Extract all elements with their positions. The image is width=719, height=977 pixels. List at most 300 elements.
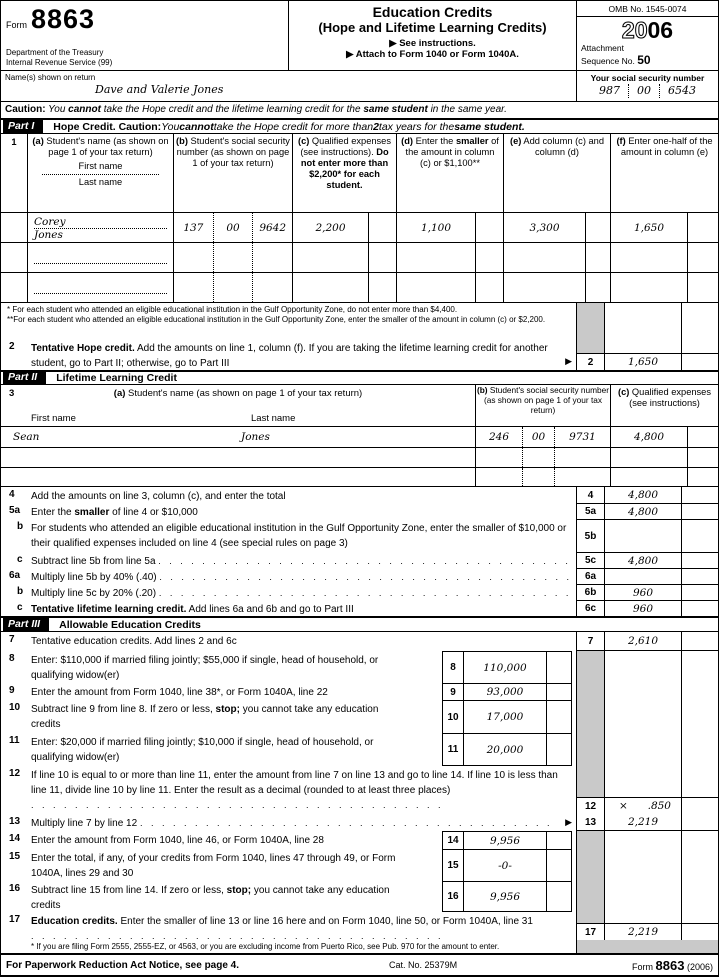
line-15-amount[interactable]: -0- bbox=[464, 849, 546, 881]
col-a-text: Student's name (as shown on page 1 of your tax return) bbox=[43, 136, 169, 157]
cents-cell[interactable] bbox=[546, 651, 572, 683]
col-e-text: Add column (c) and column (d) bbox=[521, 136, 605, 157]
first-name-label: First name bbox=[31, 413, 76, 424]
sum-cd-cell[interactable] bbox=[503, 243, 585, 272]
empty-amount bbox=[605, 766, 681, 797]
shaded-cell bbox=[605, 940, 681, 953]
caution-bold: cannot bbox=[68, 104, 101, 115]
line-12-text bbox=[31, 766, 576, 814]
qualified-expenses-cell[interactable] bbox=[292, 273, 368, 302]
tax-year bbox=[577, 17, 718, 42]
dot-leader: . . . . . . . . . . . . . . . . . . . . . . . . . . . . . . . . . . . . . . bbox=[158, 556, 571, 566]
col-c-text: Qualified expenses (see instructions). bbox=[300, 136, 392, 157]
omb-number: OMB No. 1545-0074 bbox=[577, 1, 718, 17]
line-14-inner-box bbox=[442, 831, 572, 849]
line-13-box: 13 bbox=[576, 814, 605, 831]
line-6b-row bbox=[1, 584, 718, 600]
empty-amount bbox=[605, 339, 681, 353]
cents-cell[interactable] bbox=[681, 632, 718, 651]
form-number: 8863 bbox=[31, 4, 96, 34]
catalog-number: Cat. No. 25379M bbox=[389, 960, 458, 970]
ssn-part1[interactable]: 987 bbox=[599, 84, 620, 97]
p2-col-b-header bbox=[475, 385, 610, 426]
right-column bbox=[576, 849, 718, 881]
ssn-part2[interactable]: 00 bbox=[522, 427, 554, 447]
qualified-expenses-cell[interactable] bbox=[292, 243, 368, 272]
part2-badge: Part II bbox=[3, 371, 46, 385]
cents-cell[interactable] bbox=[585, 243, 610, 272]
line-4-box: 4 bbox=[576, 487, 605, 503]
p2-ssn-cell[interactable] bbox=[475, 427, 610, 447]
line-9-text bbox=[31, 683, 442, 700]
line-5c-label: Subtract line 5b from line 5a bbox=[31, 556, 156, 567]
right-column bbox=[576, 831, 718, 849]
attachment-seq bbox=[577, 42, 718, 68]
right-column bbox=[576, 503, 718, 519]
cents-cell[interactable] bbox=[368, 243, 396, 272]
line-15-inner-box bbox=[442, 849, 572, 881]
line-4-text bbox=[31, 487, 576, 503]
caution-text: You bbox=[45, 104, 69, 115]
line-6c-row bbox=[1, 600, 718, 616]
ssn-part3[interactable]: 9642 bbox=[252, 213, 292, 242]
line-5a-label: of line 4 or $10,000 bbox=[109, 507, 198, 518]
caution-text: take the Hope credit and the lifetime learning credit for the bbox=[100, 104, 364, 115]
line-10-amount[interactable]: 17,000 bbox=[464, 700, 546, 733]
line-6b-amount[interactable]: 960 bbox=[605, 584, 681, 600]
line-16-row bbox=[1, 881, 718, 912]
one-half-cell[interactable]: 1,650 bbox=[610, 213, 687, 242]
paperwork-notice: For Paperwork Reduction Act Notice, see page 4. bbox=[6, 959, 240, 971]
line-17-amount[interactable]: 2,219 bbox=[605, 923, 681, 940]
line-6a-text bbox=[31, 568, 576, 584]
p2-expenses-cell[interactable] bbox=[610, 448, 687, 467]
line-5c-row bbox=[1, 552, 718, 568]
ssn-part1[interactable]: 137 bbox=[183, 221, 204, 234]
dot-leader: . . . . . . . . . . . . . . . . . . . . . . . . . . . . . . . . . . . . . . bbox=[159, 572, 572, 582]
part1-table-header bbox=[1, 134, 718, 212]
col-d-tag: (d) bbox=[401, 136, 414, 146]
line-10-number: 10 bbox=[9, 702, 21, 713]
line-5a-label: Enter the bbox=[31, 507, 75, 518]
cents-cell[interactable] bbox=[681, 487, 718, 503]
cents-cell[interactable] bbox=[546, 700, 572, 733]
shaded-spacer bbox=[576, 912, 718, 923]
cents-cell[interactable] bbox=[681, 797, 718, 814]
cents-cell[interactable] bbox=[681, 353, 718, 370]
col-f-tag: (f) bbox=[616, 136, 626, 146]
line-16-text bbox=[31, 881, 442, 912]
cents-cell[interactable] bbox=[681, 503, 718, 519]
line-7-text bbox=[31, 632, 576, 651]
line-14-label: Enter the amount from Form 1040, line 46, or Form 1040A, line 28 bbox=[31, 835, 324, 846]
col-b-header bbox=[173, 134, 292, 212]
footnotes bbox=[1, 303, 576, 339]
line-10-inner-box bbox=[442, 700, 572, 733]
line-5a-number: 5a bbox=[9, 505, 21, 516]
cents-cell bbox=[681, 849, 718, 881]
cents-cell[interactable] bbox=[368, 273, 396, 302]
right-column bbox=[576, 339, 718, 370]
part3-header-bar bbox=[1, 616, 718, 632]
part1-caution-bold: 2 bbox=[373, 120, 379, 133]
line-12-box: 12 bbox=[576, 797, 605, 814]
cents-cell[interactable] bbox=[681, 814, 718, 831]
cents-cell[interactable] bbox=[681, 519, 718, 552]
p2-name-cell[interactable] bbox=[1, 427, 475, 447]
line-16-amount[interactable]: 9,956 bbox=[464, 881, 546, 912]
p2-ssn-cell[interactable] bbox=[475, 468, 610, 486]
name-block bbox=[1, 71, 576, 101]
row-spacer bbox=[1, 243, 27, 272]
cents-cell[interactable] bbox=[687, 243, 718, 272]
ssn-part3[interactable]: 9731 bbox=[554, 427, 610, 447]
dept-line1: Department of the Treasury bbox=[6, 48, 104, 57]
cents-cell bbox=[681, 766, 718, 797]
part1-caution-bold: same student. bbox=[454, 120, 525, 133]
line-6c-amount[interactable]: 960 bbox=[605, 600, 681, 616]
shaded-cell bbox=[576, 766, 605, 797]
ssn-part3[interactable]: 6543 bbox=[668, 84, 696, 97]
empty-amount bbox=[605, 849, 681, 881]
line-8-inner-box bbox=[442, 651, 572, 683]
part2-header-bar bbox=[1, 370, 718, 385]
line-2-amount[interactable]: 1,650 bbox=[605, 353, 681, 370]
line-5b-row bbox=[1, 519, 718, 552]
cents-cell[interactable] bbox=[687, 213, 718, 242]
line-2-box-row bbox=[576, 353, 718, 370]
line-16-number: 16 bbox=[9, 883, 21, 894]
line-8-number: 8 bbox=[9, 653, 15, 664]
row-spacer bbox=[1, 213, 27, 242]
line-13-label: Multiply line 7 by line 12 bbox=[31, 818, 138, 829]
footnote-2: **For each student who attended an eligible educational institution in the Gulf Opportunity Zone, enter the smaller of the amount in column (c) or $2,200. bbox=[7, 315, 546, 325]
line-7-row bbox=[1, 632, 718, 651]
col-d-text: Enter the bbox=[413, 136, 456, 146]
line-17-box: 17 bbox=[576, 923, 605, 940]
line-11-amount[interactable]: 20,000 bbox=[464, 733, 546, 766]
year-outline: 20 bbox=[621, 17, 648, 43]
line-6c-number: c bbox=[17, 602, 23, 613]
name-label: Name(s) shown on return bbox=[5, 73, 96, 82]
line-6c-label: Add lines 6a and 6b and go to Part III bbox=[186, 604, 354, 615]
cents-cell[interactable] bbox=[475, 273, 503, 302]
line-11-row bbox=[1, 733, 718, 766]
shaded-cell bbox=[576, 912, 605, 923]
line-6c-box: 6c bbox=[576, 600, 605, 616]
line-10-text bbox=[31, 700, 442, 733]
p2-first-name[interactable]: Sean bbox=[13, 431, 40, 443]
dot-leader: . . . . . . . . . . . . . . . . . . . . . . . . . . . . . . . . . . . . . . bbox=[158, 588, 572, 598]
p2-name-cell[interactable] bbox=[1, 448, 475, 467]
line-13-amount[interactable]: 2,219 bbox=[605, 814, 681, 831]
col-c-tag: (c) bbox=[617, 387, 630, 397]
form-word: Form bbox=[6, 20, 27, 30]
p2-name-cell[interactable] bbox=[1, 468, 475, 486]
part1-empty-row bbox=[1, 242, 718, 272]
student-name-cell[interactable] bbox=[27, 213, 173, 242]
part1-caution-text: You bbox=[161, 120, 180, 133]
decimal-value[interactable]: .850 bbox=[647, 800, 671, 812]
line-14-text bbox=[31, 831, 442, 849]
line-10-label: Subtract line 9 from line 8. If zero or less, bbox=[31, 704, 216, 715]
student-first-name[interactable]: Corey bbox=[34, 217, 167, 229]
shaded-spacer bbox=[576, 339, 718, 353]
ssn-part1[interactable]: 246 bbox=[488, 431, 510, 443]
right-column bbox=[576, 814, 718, 831]
right-column bbox=[576, 303, 718, 339]
line-2-bold: Tentative Hope credit. bbox=[31, 343, 135, 354]
line-5a-box: 5a bbox=[576, 503, 605, 519]
multiply-sign: × bbox=[619, 800, 628, 812]
line-17-label: Enter the smaller of line 13 or line 16 here and on Form 1040, line 50, or Form 1040A, line 31 bbox=[117, 916, 533, 927]
form-title: Education Credits bbox=[372, 4, 493, 20]
smaller-amount-cell[interactable] bbox=[396, 243, 475, 272]
form-id-block bbox=[1, 1, 289, 70]
line-6b-label: Multiply line 5c by 20% (.20) bbox=[31, 588, 157, 599]
line-10-bold: stop; bbox=[215, 704, 240, 715]
col-e-tag: (e) bbox=[509, 136, 522, 146]
line-2-box: 2 bbox=[576, 353, 605, 370]
cents-cell[interactable] bbox=[546, 683, 572, 700]
line-15-row bbox=[1, 849, 718, 881]
cents-cell[interactable] bbox=[687, 468, 718, 486]
agency-lines bbox=[6, 48, 283, 68]
col-c-text: Qualified expenses (see instructions) bbox=[629, 387, 712, 409]
empty-amount bbox=[605, 651, 681, 683]
line-2-label: Add the amounts on line 1, column (f). If you are taking the lifetime learning credit for another student, go to Part II; otherwise, go to Part III bbox=[31, 343, 548, 369]
line-5b-box: 5b bbox=[576, 519, 605, 552]
attachment-label: Attachment bbox=[581, 43, 624, 53]
p2-last-name[interactable]: Jones bbox=[241, 431, 270, 443]
line-6a-number: 6a bbox=[9, 570, 21, 581]
line-13-number: 13 bbox=[9, 816, 21, 827]
year-bold: 06 bbox=[647, 17, 674, 43]
p2-expenses-cell[interactable]: 4,800 bbox=[610, 427, 687, 447]
shaded-cell bbox=[576, 683, 605, 700]
attach-instruction: ▶ Attach to Form 1040 or Form 1040A. bbox=[346, 49, 519, 60]
cents-cell bbox=[681, 683, 718, 700]
ssn-part2[interactable]: 00 bbox=[637, 84, 651, 97]
line-15-box: 15 bbox=[442, 849, 464, 881]
part1-footnotes-row bbox=[1, 303, 718, 339]
part3-footnote: * If you are filing Form 2555, 2555-EZ, or 4563, or you are excluding income from Puerto Rico, see Pub. 970 for the amount to enter. bbox=[31, 942, 500, 951]
line1-number: 1 bbox=[11, 137, 17, 147]
line-8-box: 8 bbox=[442, 651, 464, 683]
sequence-number: 50 bbox=[637, 53, 651, 68]
name-ssn-row bbox=[1, 71, 718, 102]
cents-cell[interactable] bbox=[585, 213, 610, 242]
line-11-label: Enter: $20,000 if married filing jointly; $10,000 if single, head of household, or qualifying widow(er) bbox=[31, 737, 374, 763]
dot-leader: . . . . . . . . . . . . . . . . . . . . . . . . . . . . . . . . . . . . . . bbox=[139, 818, 553, 828]
cents-cell[interactable] bbox=[681, 923, 718, 940]
ssn-block bbox=[576, 71, 718, 101]
cents-cell[interactable] bbox=[546, 881, 572, 912]
ssn-label: Your social security number bbox=[590, 73, 705, 83]
cents-cell[interactable] bbox=[687, 427, 718, 447]
line-4-amount[interactable]: 4,800 bbox=[627, 489, 659, 501]
line-13-text bbox=[31, 814, 576, 831]
line-15-label: Enter the total, if any, of your credits from Form 1040, lines 47 through 49, or Form 1040A, lines 29 and 30 bbox=[31, 853, 396, 879]
line-6a-label: Multiply line 5b by 40% (.40) bbox=[31, 572, 157, 583]
part1-caution-text: take the Hope credit for more than bbox=[213, 120, 374, 133]
line-11-number: 11 bbox=[9, 735, 20, 746]
cents-cell[interactable] bbox=[546, 831, 572, 849]
col-f-header bbox=[610, 134, 718, 212]
line-16-inner-box bbox=[442, 881, 572, 912]
line-5a-text bbox=[31, 503, 576, 519]
cents-cell[interactable] bbox=[585, 273, 610, 302]
ssn-field[interactable] bbox=[577, 84, 718, 98]
right-column bbox=[576, 600, 718, 616]
line-7-box: 7 bbox=[576, 632, 605, 651]
student-ssn-cell[interactable] bbox=[173, 273, 292, 302]
line-15-number: 15 bbox=[9, 851, 21, 862]
line-9-amount[interactable]: 93,000 bbox=[464, 683, 546, 700]
line-6c-text bbox=[31, 600, 576, 616]
sequence-label: Sequence No. bbox=[581, 56, 638, 67]
dot-leader: . . . . . . . . . . . . . . . . . . . . . . . . . . . . . . . . . . . . . . bbox=[31, 931, 444, 940]
line-8-text bbox=[31, 651, 442, 683]
cents-cell[interactable] bbox=[681, 568, 718, 584]
footnote-1: * For each student who attended an eligible educational institution in the Gulf Opportunity Zone, do not enter more than $4,400. bbox=[7, 305, 458, 314]
cents-cell[interactable] bbox=[681, 600, 718, 616]
line-14-row bbox=[1, 831, 718, 849]
student-ssn-cell[interactable] bbox=[173, 213, 292, 242]
line-5a-bold: smaller bbox=[74, 507, 110, 518]
taxpayer-name-field[interactable]: Dave and Valerie Jones bbox=[95, 83, 224, 96]
line-9-label: Enter the amount from Form 1040, line 38*, or Form 1040A, line 22 bbox=[31, 687, 328, 698]
cents-cell[interactable] bbox=[687, 273, 718, 302]
student-name-cell[interactable] bbox=[27, 243, 173, 272]
cents-cell[interactable] bbox=[546, 733, 572, 766]
line-5a-amount[interactable]: 4,800 bbox=[605, 503, 681, 519]
col-b-tag: (b) bbox=[176, 136, 188, 146]
cents-cell[interactable] bbox=[475, 213, 503, 242]
qualified-expenses-cell[interactable]: 2,200 bbox=[292, 213, 368, 242]
cents-cell[interactable] bbox=[475, 243, 503, 272]
row-spacer bbox=[1, 273, 27, 302]
empty-amount bbox=[605, 831, 681, 849]
part2-table-header bbox=[1, 385, 718, 427]
col-b-tag: (b) bbox=[476, 385, 488, 395]
see-instructions: ▶ See instructions. bbox=[389, 38, 476, 49]
col-b-text: Student's social security number (as shown on page 1 of your tax return) bbox=[176, 136, 290, 168]
part2-empty-row bbox=[1, 447, 718, 467]
cents-cell[interactable] bbox=[687, 448, 718, 467]
line-15-text bbox=[31, 849, 442, 881]
line-7-amount[interactable]: 2,610 bbox=[605, 632, 681, 651]
line-5b-amount[interactable] bbox=[605, 519, 681, 552]
right-column bbox=[576, 912, 718, 940]
line-6a-row bbox=[1, 568, 718, 584]
line-12-label: If line 10 is equal to or more than line 11, enter the amount from line 7 on line 13 and go to line 14. If line 10 is less than line 11, divide line 10 by line 11. Enter the result as a decimal (rounded to at least three places) bbox=[31, 770, 558, 796]
line-13-row bbox=[1, 814, 718, 831]
line-11-text bbox=[31, 733, 442, 766]
sum-cd-cell[interactable] bbox=[503, 273, 585, 302]
sum-cd-cell[interactable]: 3,300 bbox=[503, 213, 585, 242]
dotted-line bbox=[42, 174, 159, 175]
line-8-label: Enter: $110,000 if married filing jointly; $55,000 if single, head of household, or qualifying widow(er) bbox=[31, 655, 379, 681]
p2-expenses-cell[interactable] bbox=[610, 468, 687, 486]
first-name-label: First name bbox=[78, 160, 123, 171]
col-d-text: of the amount in column (c) or $1,100** bbox=[405, 136, 499, 168]
col-a-text: Student's name (as shown on page 1 of your tax return) bbox=[125, 388, 363, 399]
cents-cell[interactable] bbox=[681, 552, 718, 568]
smaller-amount-cell[interactable]: 1,100 bbox=[396, 213, 475, 242]
empty-amount bbox=[605, 733, 681, 766]
line-4-row bbox=[1, 487, 718, 503]
footer-year: (2006) bbox=[686, 961, 713, 972]
right-column bbox=[576, 632, 718, 651]
shaded-cell bbox=[576, 651, 605, 683]
line-6a-amount[interactable] bbox=[605, 568, 681, 584]
col-a-tag: (a) bbox=[113, 388, 126, 399]
cents-cell bbox=[681, 881, 718, 912]
student-last-name[interactable]: Jones bbox=[34, 229, 63, 241]
shaded-cell bbox=[576, 881, 605, 912]
one-half-cell[interactable] bbox=[610, 273, 687, 302]
line-2-number: 2 bbox=[9, 341, 15, 352]
line-5b-label: For students who attended an eligible educational institution in the Gulf Opportunity Zone, enter the smaller of $10,000 or their qualified expenses included on line 4 (see special rules on page 3) bbox=[31, 523, 567, 549]
col-c-header bbox=[292, 134, 396, 212]
line-9-number: 9 bbox=[9, 685, 15, 696]
right-column bbox=[576, 940, 718, 953]
line-14-number: 14 bbox=[9, 833, 21, 844]
cents-cell[interactable] bbox=[681, 584, 718, 600]
student-name-cell[interactable] bbox=[27, 273, 173, 302]
col-a-header bbox=[27, 134, 173, 212]
dotted-line bbox=[34, 263, 167, 264]
part1-title: Hope Credit. Caution: bbox=[53, 120, 162, 133]
line-12-amount[interactable] bbox=[605, 797, 681, 814]
line-5b-number: b bbox=[17, 521, 24, 532]
student-ssn-cell[interactable] bbox=[173, 243, 292, 272]
omb-year-block bbox=[576, 1, 718, 70]
line-3-number: 3 bbox=[9, 388, 15, 399]
line-4-number: 4 bbox=[9, 489, 15, 500]
right-column bbox=[576, 519, 718, 552]
line-5c-amount[interactable]: 4,800 bbox=[605, 552, 681, 568]
line-8-amount[interactable]: 110,000 bbox=[464, 651, 546, 683]
form-header bbox=[1, 1, 718, 71]
cents-cell[interactable] bbox=[368, 213, 396, 242]
part3-title: Allowable Education Credits bbox=[59, 618, 201, 631]
line-7-label: Tentative education credits. Add lines 2 and 6c bbox=[31, 636, 237, 647]
line-5a-row bbox=[1, 503, 718, 519]
col-c-tag: (c) bbox=[297, 136, 310, 146]
last-name-label: Last name bbox=[251, 413, 296, 424]
shaded-cell bbox=[576, 733, 605, 766]
line-14-box: 14 bbox=[442, 831, 464, 849]
right-column bbox=[576, 881, 718, 912]
right-column bbox=[576, 568, 718, 584]
shaded-cell bbox=[576, 940, 605, 953]
line-16-label: you cannot take any education credits bbox=[31, 885, 390, 911]
line-14-amount[interactable]: 9,956 bbox=[464, 831, 546, 849]
one-half-cell[interactable] bbox=[610, 243, 687, 272]
cents-cell[interactable] bbox=[546, 849, 572, 881]
form-subtitle: (Hope and Lifetime Learning Credits) bbox=[318, 20, 547, 35]
smaller-amount-cell[interactable] bbox=[396, 273, 475, 302]
line-6b-number: b bbox=[17, 586, 24, 597]
cents-cell bbox=[681, 700, 718, 733]
shaded-cell bbox=[576, 849, 605, 881]
p2-ssn-cell[interactable] bbox=[475, 448, 610, 467]
ssn-part2[interactable]: 00 bbox=[213, 213, 253, 242]
form-title-block bbox=[289, 1, 576, 70]
dotted-line bbox=[34, 293, 167, 294]
